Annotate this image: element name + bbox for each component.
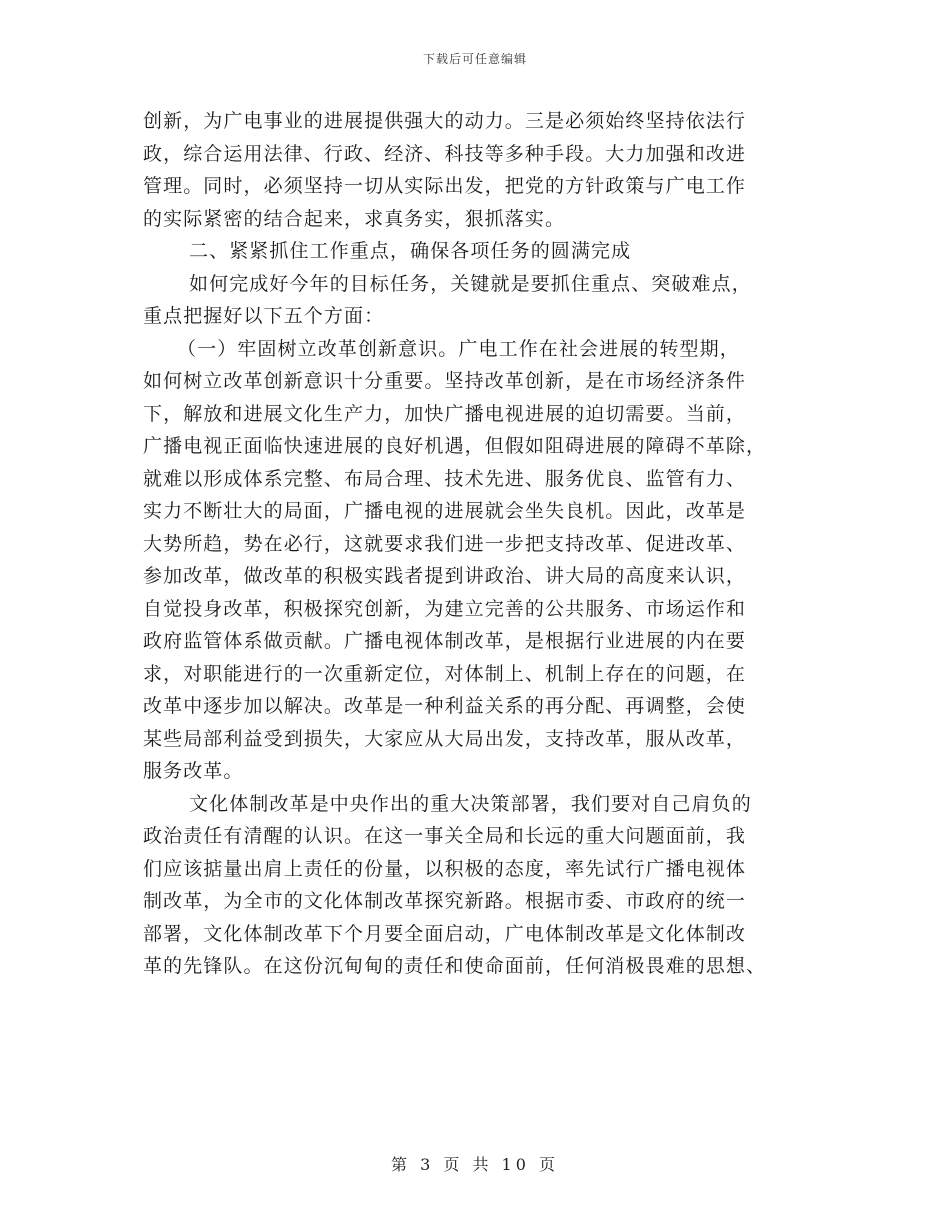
body-line: 如何树立改革创新意识十分重要。坚持改革创新，是在市场经济条件 [143,370,747,392]
body-line: 下，解放和进展文化生产力，加快广播电视进展的迫切需要。当前， [143,402,747,425]
body-line: 文化体制改革是中央作出的重大决策部署，我们要对自己肩负的 [189,792,752,815]
body-line: 改革中逐步加以解决。改革是一种利益关系的再分配、再调整，会使 [143,695,747,717]
body-line: 求，对职能进行的一次重新定位，对体制上、机制上存在的问题，在 [143,662,747,685]
body-line: 某些局部利益受到损失，大家应从大局出发，支持改革，服从改革， [143,727,747,750]
body-line: 政治责任有清醒的认识。在这一事关全局和长远的重大问题面前，我 [143,825,747,847]
body-line: 制改革，为全市的文化体制改革探究新路。根据市委、市政府的统一 [143,890,747,912]
body-line: 服务改革。 [143,760,244,782]
subsection-line: （一）牢固树立改革创新意识。广电工作在社会进展的转型期， [177,337,740,360]
body-line: 管理。同时，必须坚持一切从实际出发，把党的方针政策与广电工作 [143,175,747,197]
body-line: 们应该掂量出肩上责任的份量，以积极的态度，率先试行广播电视体 [143,857,747,880]
body-line: 政，综合运用法律、行政、经济、科技等多种手段。大力加强和改进 [143,142,747,165]
page-header-note: 下载后可任意编辑 [422,52,527,66]
body-line: 就难以形成体系完整、布局合理、技术先进、服务优良、监管有力、 [143,467,747,490]
body-line: 创新，为广电事业的进展提供强大的动力。三是必须始终坚持依法行 [143,110,747,132]
document-body [143,105,808,983]
body-line: 革的先锋队。在这份沉甸甸的责任和使命面前，任何消极畏难的思想、 [143,955,767,977]
body-line: 自觉投身改革，积极探究创新，为建立完善的公共服务、市场运作和 [143,597,747,620]
body-line: 的实际紧密的结合起来，求真务实，狠抓落实。 [143,207,566,230]
body-line: 实力不断壮大的局面，广播电视的进展就会坐失良机。因此，改革是 [143,500,747,522]
body-line: 重点把握好以下五个方面： [143,305,385,327]
body-line: 部署，文化体制改革下个月要全面启动，广电体制改革是文化体制改 [143,922,747,945]
body-line: 如何完成好今年的目标任务，关键就是要抓住重点、突破难点， [189,272,752,295]
section-heading: 二、紧紧抓住工作重点，确保各项任务的圆满完成 [189,240,632,262]
body-line: 参加改革，做改革的积极实践者提到讲政治、讲大局的高度来认识， [143,565,747,587]
page-number-footer: 第 3 页 共 10 页 [391,1155,559,1174]
body-line: 广播电视正面临快速进展的良好机遇，但假如阻碍进展的障碍不革除， [143,435,767,457]
body-line: 政府监管体系做贡献。广播电视体制改革，是根据行业进展的内在要 [143,630,747,652]
body-line: 大势所趋，势在必行，这就要求我们进一步把支持改革、促进改革、 [143,532,747,555]
